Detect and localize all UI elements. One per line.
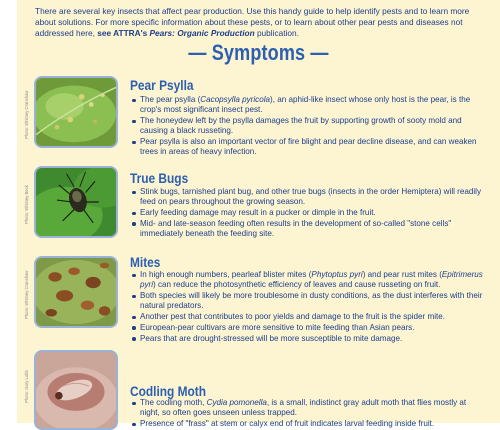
intro-link[interactable]: see ATTRA's Pears: Organic Production [97, 28, 255, 38]
list-item: Pear psylla is also an important vector of fire blight and pear decline disease, and can weaken trees in areas of heavy infection. [131, 137, 487, 157]
list-item: Both species will likely be more troublesome in dusty conditions, as the dust interferes with their natural predators. [131, 291, 487, 311]
codling-moth-photo [34, 350, 118, 430]
photo-credit: Photo: Whitney Cranshaw [24, 270, 29, 320]
true-bug-photo [34, 166, 118, 238]
intro-text-end: publication. [254, 28, 299, 38]
guide-page [17, 0, 500, 428]
pear-psylla-photo [34, 76, 118, 148]
list-item: Stink bugs, tarnished plant bug, and other true bugs (insects in the order Hemiptera) will readily feed on pears throughout the growing season. [131, 187, 487, 207]
section-heading: — Symptoms — [188, 40, 329, 65]
list-item: The honeydew left by the psylla damages the fruit by supporting growth of sooty mold and causing a black russeting. [131, 116, 487, 136]
list-item: The codling moth, Cydia pomonella, is a small, indistinct gray adult moth that flies mostly at night, so often goes unseen unless trapped. [131, 398, 487, 418]
intro-text: There are several key insects that affect pear production. Use this handy guide to help identify pests and to learn more about solutions. For more specific information about these pests, or to learn about other pear pests and diseases not addressed here, [35, 6, 470, 38]
mites-photo [34, 256, 118, 328]
bullet-list [131, 270, 487, 344]
intro-paragraph [35, 6, 485, 39]
bullet-list [131, 187, 487, 240]
bullet-list [131, 398, 487, 430]
section-title: Pear Psylla [130, 77, 194, 93]
list-item: Presence of "frass" at stem or calyx end of fruit indicates larval feeding inside fruit. [131, 419, 487, 429]
list-item: Mid- and late-season feeding often results in the development of so-called "stone cells" immediately beneath the feeding site. [131, 219, 487, 239]
list-item: Another pest that contributes to poor yields and damage to the fruit is the spider mite. [131, 312, 487, 322]
bullet-list [131, 95, 487, 158]
section-title: Codling Moth [130, 383, 207, 399]
list-item: European-pear cultivars are more sensitive to mite feeding than Asian pears. [131, 323, 487, 333]
photo-credit: Photo: Whitney Beck [24, 185, 29, 225]
list-item: The pear psylla (Cacopsylla pyricola), an aphid-like insect whose only host is the pear, is the crop's most significant insect pest. [131, 95, 487, 115]
list-item: Early feeding damage may result in a pucker or dimple in the fruit. [131, 208, 487, 218]
photo-credit: Photo: Whitney Cranshaw [24, 90, 29, 140]
section-title: Mites [130, 254, 161, 270]
section-title: True Bugs [130, 170, 189, 186]
photo-credit: Photo: Gary Lobb [24, 370, 29, 404]
list-item: Pears that are drought-stressed will be more susceptible to mite damage. [131, 334, 487, 344]
list-item: In high enough numbers, pearleaf blister mites (Phytoptus pyri) and pear rust mites (Epitrimerus pyri) can reduce the photosynthetic efficiency of leaves and cause russeting on fruit. [131, 270, 487, 290]
